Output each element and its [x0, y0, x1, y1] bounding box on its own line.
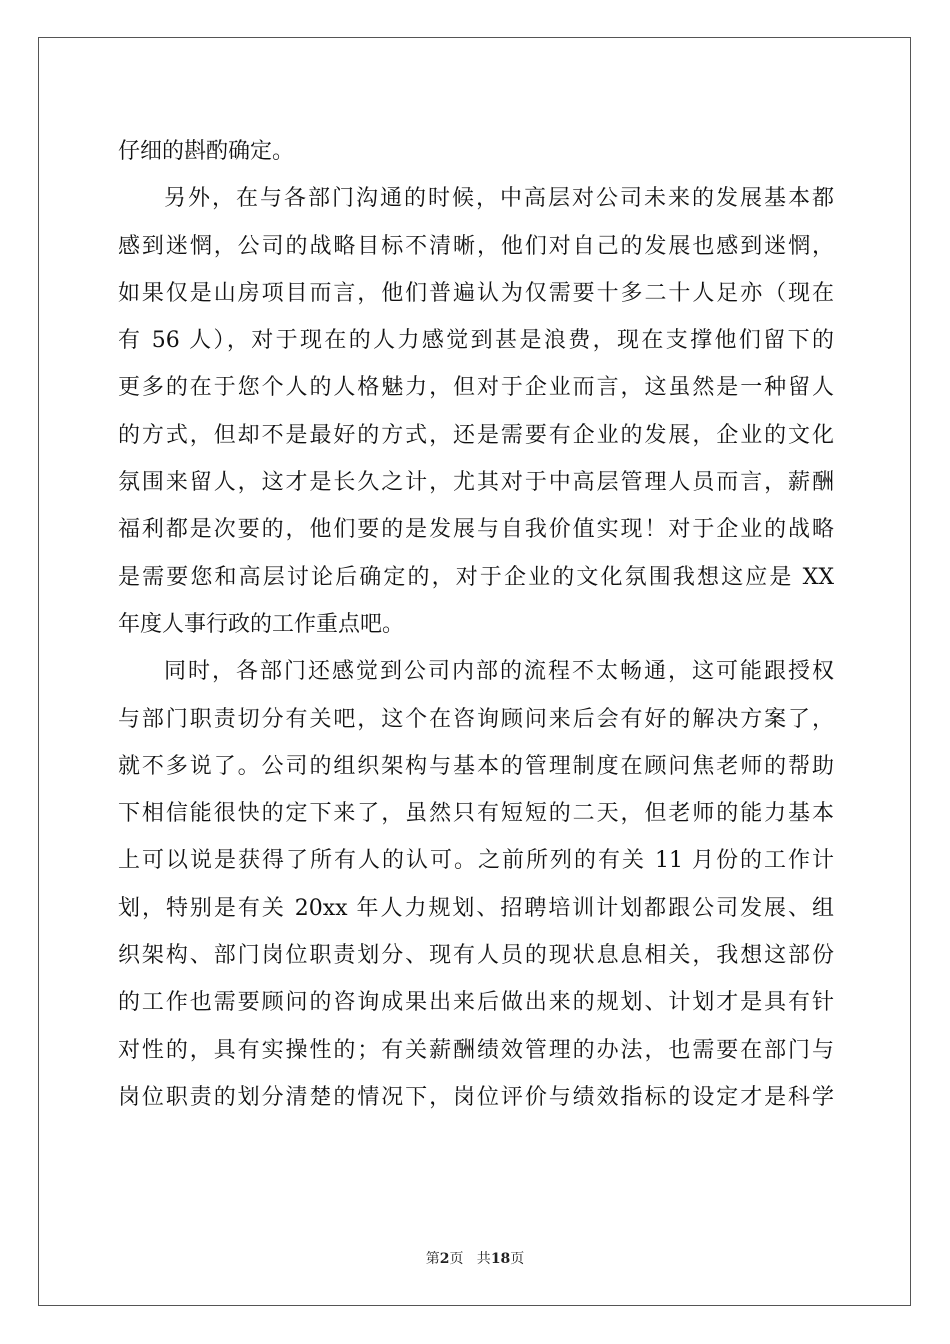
text-line: 的方式，但却不是最好的方式，还是需要有企业的发展，企业的文化	[118, 422, 834, 448]
footer-page-number: 2	[439, 1251, 450, 1267]
text-line: 与部门职责切分有关吧，这个在咨询顾问来后会有好的解决方案了，	[118, 706, 834, 732]
text-line: 对性的，具有实操性的；有关薪酬绩效管理的办法，也需要在部门与	[118, 1037, 834, 1063]
text-line: 就不多说了。公司的组织架构与基本的管理制度在顾问焦老师的帮助	[118, 753, 834, 779]
text-line: 更多的在于您个人的人格魅力，但对于企业而言，这虽然是一种留人	[118, 375, 834, 401]
footer-total-pages: 18	[490, 1251, 511, 1267]
text-line: 感到迷惘，公司的战略目标不清晰，他们对自己的发展也感到迷惘，	[118, 233, 834, 259]
page-footer	[0, 1248, 950, 1268]
text-line: 是需要您和高层讨论后确定的，对于企业的文化氛围我想这应是 XX	[118, 564, 834, 590]
text-line: 划，特别是有关 20xx 年人力规划、招聘培训计划都跟公司发展、组	[118, 895, 834, 921]
document-body	[118, 128, 834, 1121]
text-line: 下相信能很快的定下来了，虽然只有短短的二天，但老师的能力基本	[118, 801, 834, 827]
text-line: 仔细的斟酌确定。	[118, 139, 295, 164]
text-line: 福利都是次要的，他们要的是发展与自我价值实现！对于企业的战略	[118, 517, 834, 543]
footer-mid: 页 共	[449, 1251, 491, 1267]
text-line: 织架构、部门岗位职责划分、现有人员的现状息息相关，我想这部份	[118, 943, 834, 969]
text-line: 氛围来留人，这才是长久之计，尤其对于中高层管理人员而言，薪酬	[118, 470, 834, 496]
text-line: 岗位职责的划分清楚的情况下，岗位评价与绩效指标的设定才是科学	[118, 1084, 834, 1110]
text-line: 年度人事行政的工作重点吧。	[118, 611, 405, 637]
text-line: 另外，在与各部门沟通的时候，中高层对公司未来的发展基本都	[164, 186, 834, 212]
text-line: 的工作也需要顾问的咨询成果出来后做出来的规划、计划才是具有针	[118, 990, 834, 1016]
text-line: 同时，各部门还感觉到公司内部的流程不太畅通，这可能跟授权	[164, 659, 834, 685]
footer-prefix: 第	[425, 1251, 440, 1267]
text-line: 上可以说是获得了所有人的认可。之前所列的有关 11 月份的工作计	[118, 848, 834, 874]
text-line: 有 56 人），对于现在的人力感觉到甚是浪费，现在支撑他们留下的	[118, 328, 834, 354]
footer-suffix: 页	[510, 1251, 525, 1267]
text-line: 如果仅是山房项目而言，他们普遍认为仅需要十多二十人足亦（现在	[118, 280, 834, 306]
